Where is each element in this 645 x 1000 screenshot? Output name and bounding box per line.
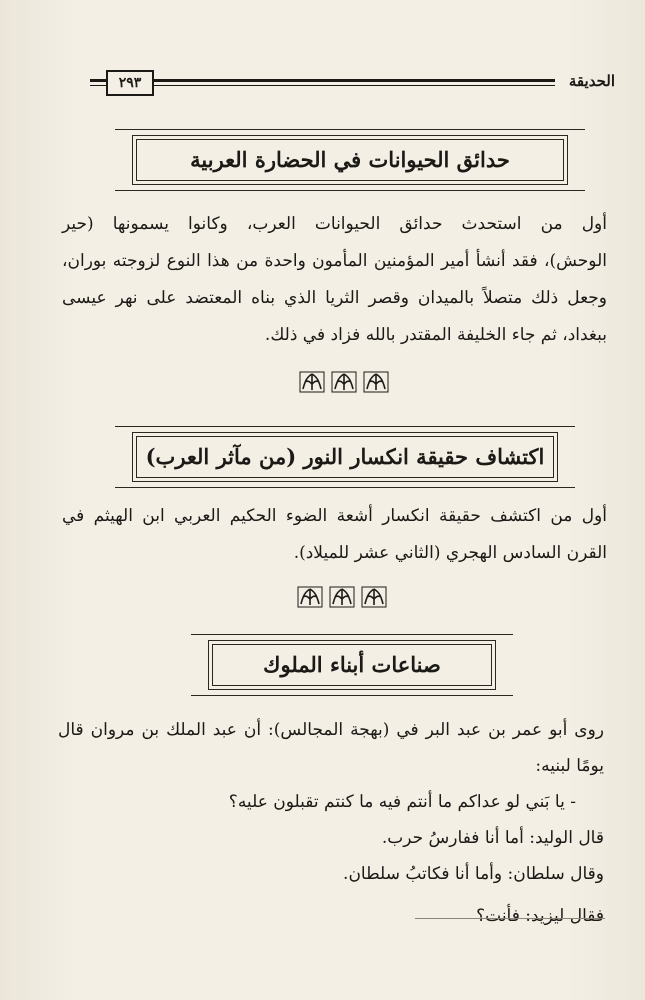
header-rule-left xyxy=(90,79,106,86)
section-heading-3 xyxy=(208,640,496,690)
ornament-divider-1 xyxy=(292,371,396,393)
floral-fleuron-icon xyxy=(331,371,357,393)
text-line: أول من استحدث حدائق الحيوانات العرب، وكانوا يسمونها (حير xyxy=(62,214,607,234)
floral-fleuron-icon xyxy=(299,371,325,393)
section-heading-text: صناعات أبناء الملوك xyxy=(263,652,441,677)
paragraph-zoo xyxy=(62,206,607,354)
header-rule xyxy=(144,79,555,86)
text-line: ببغداد، ثم جاء الخليفة المقتدر بالله فزاد في ذلك. xyxy=(264,325,607,345)
dialogue-line: فقال ليزيد: فأنت؟ xyxy=(476,906,604,926)
text-line: القرن السادس الهجري (الثاني عشر للميلاد). xyxy=(293,543,607,563)
section-heading-text: حدائق الحيوانات في الحضارة العربية xyxy=(190,147,510,172)
floral-fleuron-icon xyxy=(361,586,387,608)
text-line: أول من اكتشف حقيقة انكسار أشعة الضوء الحكيم العربي ابن الهيثم في xyxy=(62,506,607,526)
running-title: الحديقة xyxy=(568,72,615,90)
bleed-through-rule xyxy=(415,918,605,919)
section-heading-2 xyxy=(132,432,558,482)
paragraph-princes xyxy=(58,712,604,934)
floral-fleuron-icon xyxy=(297,586,323,608)
text-line: الوحش)، فقد أنشأ أمير المؤمنين المأمون واحدة من هذا النوع لزوجته بوران، xyxy=(62,251,607,271)
section-heading-text: اكتشاف حقيقة انكسار النور (من مآثر العرب) xyxy=(145,444,545,469)
dialogue-line: - يا بَني لو عداكم ما أنتم فيه ما كنتم تقبلون عليه؟ xyxy=(228,792,576,812)
page-number: ٢٩٣ xyxy=(106,70,154,96)
dialogue-line: وقال سلطان: وأما أنا فكاتبُ سلطان. xyxy=(343,864,604,884)
text-line: يومًا لبنيه: xyxy=(535,756,604,776)
dialogue-line: قال الوليد: أما أنا ففارسُ حرب. xyxy=(381,828,604,848)
ornament-divider-2 xyxy=(290,586,394,608)
text-line: روى أبو عمر بن عبد البر في (بهجة المجالس): أن عبد الملك بن مروان قال xyxy=(58,720,604,740)
running-header xyxy=(90,70,615,96)
floral-fleuron-icon xyxy=(363,371,389,393)
section-heading-1 xyxy=(132,135,568,185)
paragraph-refraction xyxy=(62,498,607,572)
floral-fleuron-icon xyxy=(329,586,355,608)
text-line: وجعل ذلك متصلاً بالميدان وقصر الثريا الذي بناه المعتضد على نهر عيسى xyxy=(62,288,607,308)
